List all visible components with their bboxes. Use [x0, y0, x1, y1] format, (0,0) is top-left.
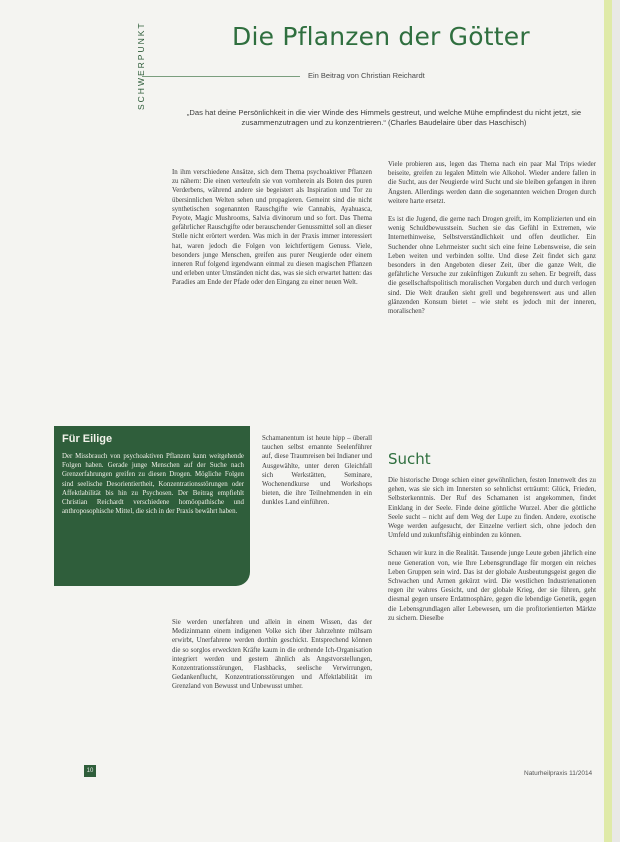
body-paragraph: Schauen wir kurz in die Realität. Tausende junge Leute geben jährlich eine neue Generation von, wie Ihre Lebensgrundlage für morgen ein reiches Leben Gruppen sein wird. Das ist der globale Ausbeutungsgeist gegen die Schwachen und Armen gekürzt wird. Die westlichen Industrienationen regen ihr wahres Gesicht, und der globale Krieg, der sie führen, geht diesmal gegen unsere Erdatmosphäre, gegen die lebendige Genetik, gegen die Lebensgrundlagen aller Lebewesen, um die profitorientierten Märkte zu sichern. Dieselbe: [388, 550, 596, 622]
summary-box-title: Für Eilige: [62, 433, 113, 445]
body-paragraph: Es ist die Jugend, die gerne nach Drogen greift, im Komplizierten und ein wenig Schuldbewusstsein. Suchen sie das Gefühl in Extremen, wie Internethinweise, Selbstverständlichkeit und offen deutlicher. Ein Suchender ohne Lehrmeister sucht sich eine feine Lebensweise, die sein Leben weiten und verbinden sollte. Und diese Zeit findet sich ganz besonders in den Angeboten dieser Zeit, über die ganze Welt, die gefährliche Versuche zur zukünftigen Zukunft zu sehen. Er begreift, dass die gesellschaftspolitisch moralischen Vorgaben durch und durch verlogen sind. Die Welt draußen sieht grell und begehrenswert aus und allen glänzenden Konsum bietet – wie steht es jedoch mit der inneren, moralischen?: [388, 216, 596, 316]
intro-quote: „Das hat deine Persönlichkeit in die vier Winde des Himmels gestreut, und welche Mühe empfindest du nicht jetzt, sie zusammenzutragen und zu konzentrieren.“ (Charles Baudelaire über das Haschisch): [186, 108, 582, 127]
article-byline: Ein Beitrag von Christian Reichardt: [308, 71, 425, 80]
column-1: [172, 168, 372, 297]
byline-rule: [142, 76, 300, 77]
column-1-lower: [172, 618, 372, 701]
page-number: 10: [84, 765, 96, 777]
body-paragraph: Die historische Droge schien einer gewöhnlichen, festen Innenwelt des zu gehen, was sie sich im Innersten so sehnlichst erträumt: Glück, Frieden, Selbsterkenntnis. Der Ruf des Schamanen ist angekommen, findet Einklang in der Seele. Finde deine göttliche Wurzel. Aber die göttliche Seele sucht – nicht auf dem Weg der Lupe zu finden. Andere, exotische Wege werden aufgesucht, der Einzelne verliert sich, ohne jedoch den Umfeld und zukunftsfähig einbinden zu können.: [388, 477, 596, 540]
column-2-lower: [388, 476, 596, 632]
summary-box-text: Der Missbrauch von psychoaktiven Pflanzen kann weitgehende Folgen haben. Gerade junge Menschen auf der Suche nach Grenzerfahrungen greifen zu diesen Drogen. Mögliche Folgen sind seelische Desorientiertheit, Konzentrationsstörungen oder Affektlabilität bis hin zu Psychosen. Der Beitrag empfiehlt Christian Reichardt verschiedene homöopathische und anthroposophische Mittel, die sich in der Praxis bewährt haben.: [62, 453, 244, 516]
section-heading: Sucht: [388, 450, 431, 468]
page-edge-stripe: [604, 0, 612, 842]
article-title: Die Pflanzen der Götter: [232, 22, 530, 51]
body-paragraph: Schamanentum ist heute hipp – überall tauchen selbst ernannte Seelenführer auf, diese Traumreisen bei Indianer und Ausgewählte, unter deren Gleichfall sich Werkstätten, Seminare, Wochenendkurse und Workshops bieten, die ihre Teilnehmenden in ein dunkles Land einführen.: [262, 435, 372, 507]
column-2: [388, 160, 596, 325]
column-1-narrow: [262, 434, 372, 517]
body-paragraph: Sie werden unerfahren und allein in einem Wissen, das der Medizinmann einem indigenen Volke sich über Jahrzehnte mühsam erwirbt, Unerfahrene werden dorthin geschickt. Entsprechend können die so sorglos erweckten Kräfte kaum in die ordnende Ich-Organisation integriert werden und gestern ähnlich als Angstvorstellungen, Konzentrationsstörungen, Flashbacks, seelische Verwirrungen, Gedankenflucht, Konzentrationsstörungen und Affektlabilität im Grenzland von Bewusst und Unbewusst umher.: [172, 619, 372, 691]
body-paragraph: Viele probieren aus, legen das Thema nach ein paar Mal Trips wieder beiseite, greifen zu legalen Mitteln wie Alkohol. Wieder andere fallen in die Sucht, aus der Neugierde wird Sucht und sie bleiben gefangen in ihren Ängsten. Allerdings werden dann die sogenannten weichen Drogen durch weitere harte ersetzt.: [388, 161, 596, 205]
summary-box: [54, 426, 250, 586]
publication-footer: Naturheilpraxis 11/2014: [524, 770, 593, 777]
body-paragraph: In ihm verschiedene Ansätze, sich dem Thema psychoaktiver Pflanzen zu nähern: Die einen verteufeln sie von vornherein als Boten des puren Verderbens, während andere sie begeistert als Inspiration und Tor zu übersinnlichen Welten sehen und propagieren. Gemeint sind die nicht synthetischen sogenannten Rauschgifte wie Cannabis, Ayahuasca, Peyote, Magic Mushrooms, Salvia divinorum und so fort. Das Thema gefährlicher Rauschgifte oder berauschender Genussmittel soll an dieser Stelle nicht erörtert werden. Was mich in der Praxis immer interessiert hat, waren jedoch die Folgen von leichtfertigem Genuss. Viele, besonders junge Menschen, greifen aus purer Neugierde oder einem inneren Ruf folgend irgendwann einmal zu diesen magischen Pflanzen und erleben unter Umständen nicht das, was sie sich erwartet hatten: das Paradies am Ende der Pfade oder den Eingang zu einer neuen Welt.: [172, 169, 372, 287]
section-kicker: SCHWERPUNKT: [136, 21, 146, 110]
